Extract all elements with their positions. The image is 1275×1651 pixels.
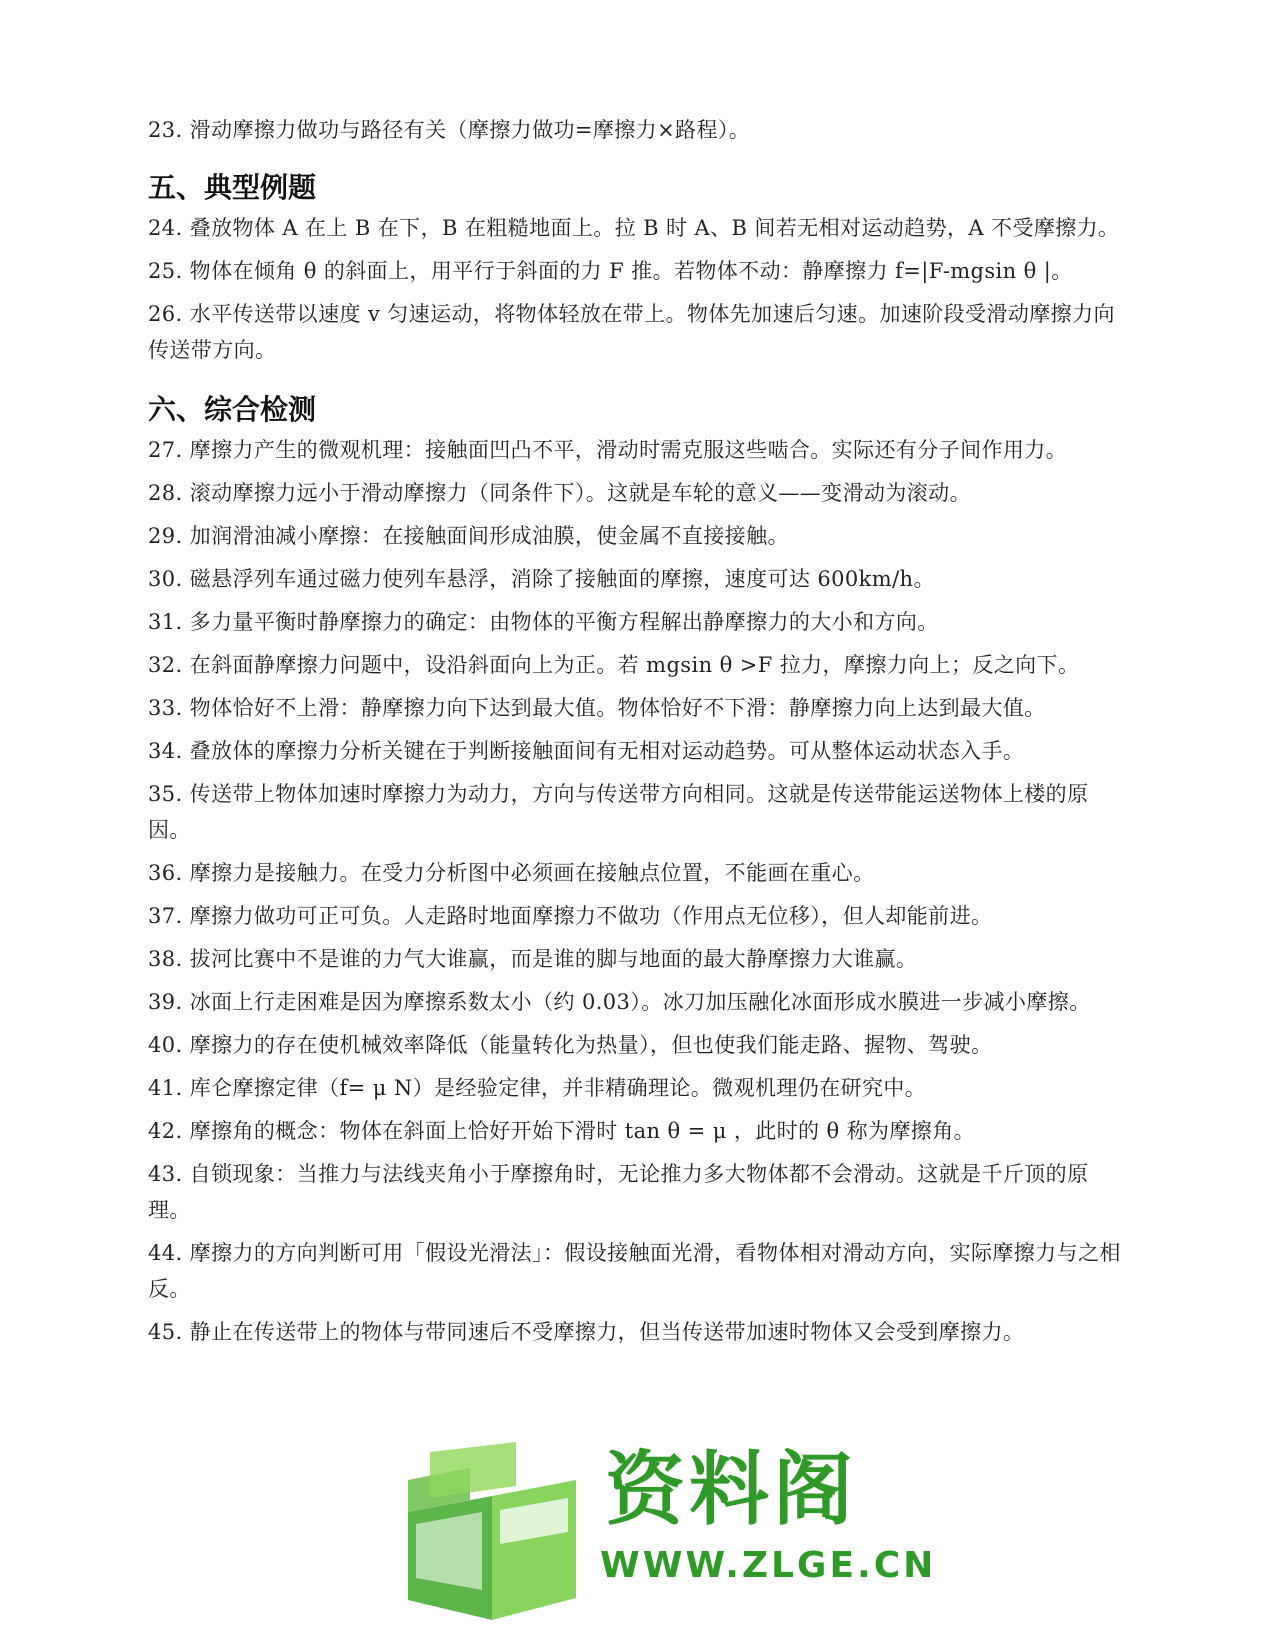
- section-heading-review: 六、综合检测: [148, 393, 317, 426]
- list-item: 31. 多力量平衡时静摩擦力的确定：由物体的平衡方程解出静摩擦力的大小和方向。: [148, 610, 939, 634]
- list-item: 30. 磁悬浮列车通过磁力使列车悬浮，消除了接触面的摩擦，速度可达 600km/h。: [148, 567, 935, 591]
- list-item: 33. 物体恰好不上滑：静摩擦力向下达到最大值。物体恰好不下滑：静摩擦力向上达到最大值。: [148, 696, 1046, 720]
- list-item: 43. 自锁现象：当推力与法线夹角小于摩擦角时，无论推力多大物体都不会滑动。这就是千斤顶的原理。: [148, 1162, 1089, 1222]
- list-item: 35. 传送带上物体加速时摩擦力为动力，方向与传送带方向相同。这就是传送带能运送物体上楼的原因。: [148, 782, 1089, 842]
- book-folder-logo-icon: [400, 1440, 585, 1625]
- watermark-title: 资料阁: [605, 1443, 857, 1536]
- list-item: 29. 加润滑油减小摩擦：在接触面间形成油膜，使金属不直接接触。: [148, 524, 789, 548]
- list-item: 25. 物体在倾角 θ 的斜面上，用平行于斜面的力 F 推。若物体不动：静摩擦力 f=|F-mgsin θ |。: [148, 259, 1073, 283]
- list-item: 41. 库仑摩擦定律（f= μ N）是经验定律，并非精确理论。微观机理仍在研究中。: [148, 1076, 927, 1100]
- list-item: 38. 拔河比赛中不是谁的力气大谁赢，而是谁的脚与地面的最大静摩擦力大谁赢。: [148, 947, 918, 971]
- list-item: 23. 滑动摩擦力做功与路径有关（摩擦力做功=摩擦力×路程）。: [148, 118, 751, 142]
- list-item: 26. 水平传送带以速度 v 匀速运动，将物体轻放在带上。物体先加速后匀速。加速阶段受滑动摩擦力向传送带方向。: [148, 302, 1115, 362]
- watermark-url: WWW.ZLGE.CN: [600, 1545, 937, 1586]
- list-item: 37. 摩擦力做功可正可负。人走路时地面摩擦力不做功（作用点无位移），但人却能前进。: [148, 904, 993, 928]
- section-heading-examples: 五、典型例题: [148, 171, 317, 204]
- list-item: 28. 滚动摩擦力远小于滑动摩擦力（同条件下）。这就是车轮的意义——变滑动为滚动。: [148, 481, 971, 505]
- document-content: [148, 112, 1128, 1357]
- list-item: 45. 静止在传送带上的物体与带同速后不受摩擦力，但当传送带加速时物体又会受到摩擦力。: [148, 1320, 1025, 1344]
- list-item: 44. 摩擦力的方向判断可用「假设光滑法」：假设接触面光滑，看物体相对滑动方向，实际摩擦力与之相反。: [148, 1241, 1121, 1301]
- list-item: 24. 叠放物体 A 在上 B 在下，B 在粗糙地面上。拉 B 时 A、B 间若无相对运动趋势，A 不受摩擦力。: [148, 216, 1120, 240]
- list-item: 34. 叠放体的摩擦力分析关键在于判断接触面间有无相对运动趋势。可从整体运动状态入手。: [148, 739, 1025, 763]
- list-item: 27. 摩擦力产生的微观机理：接触面凹凸不平，滑动时需克服这些啮合。实际还有分子间作用力。: [148, 438, 1068, 462]
- list-item: 40. 摩擦力的存在使机械效率降低（能量转化为热量），但也使我们能走路、握物、驾驶。: [148, 1033, 993, 1057]
- list-item: 36. 摩擦力是接触力。在受力分析图中必须画在接触点位置，不能画在重心。: [148, 861, 875, 885]
- list-item: 39. 冰面上行走困难是因为摩擦系数太小（约 0.03）。冰刀加压融化冰面形成水膜进一步减小摩擦。: [148, 990, 1091, 1014]
- list-item: 32. 在斜面静摩擦力问题中，设沿斜面向上为正。若 mgsin θ >F 拉力，摩擦力向上；反之向下。: [148, 653, 1080, 677]
- watermark: [400, 1440, 937, 1630]
- list-item: 42. 摩擦角的概念：物体在斜面上恰好开始下滑时 tan θ = μ ，此时的 θ 称为摩擦角。: [148, 1119, 976, 1143]
